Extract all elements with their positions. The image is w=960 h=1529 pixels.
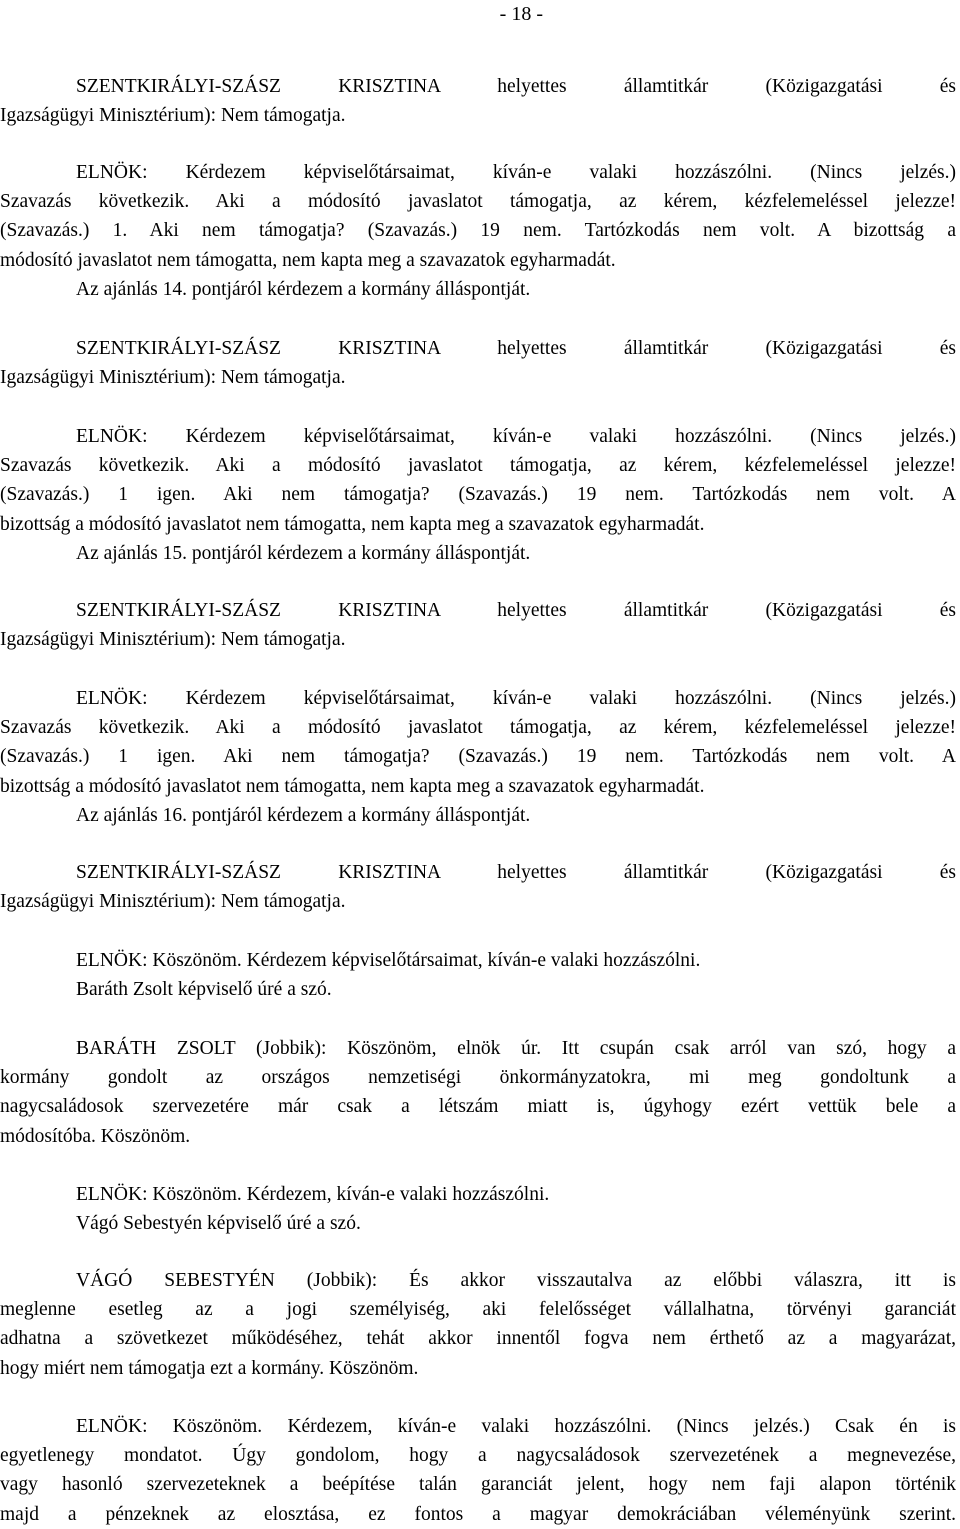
paragraph	[0, 596, 956, 654]
text-line: adhatna a szövetkezet működéséhez, tehát akkor innentől fogva nem érthető az a magyarázat,	[0, 1328, 956, 1350]
text-line: (Szavazás.) 1. Aki nem támogatja? (Szavazás.) 19 nem. Tartózkodás nem volt. A bizottság a	[0, 220, 956, 242]
text-line: majd a pénzeknek az elosztása, ez fontos a magyar demokráciában véleményünk szerint.	[0, 1503, 956, 1525]
paragraph	[0, 1266, 956, 1383]
text-line: egyetlenegy mondatot. Úgy gondolom, hogy a nagycsaládosok szervezetének a megnevezése,	[0, 1445, 956, 1467]
paragraph	[0, 1412, 956, 1529]
text-line: meglenne esetleg az a jogi személyiség, aki felelősséget vállalhatna, törvényi garanciát	[0, 1299, 956, 1321]
text-line: Igazságügyi Minisztérium): Nem támogatja.	[0, 367, 346, 389]
paragraph	[0, 158, 956, 304]
text-line: vagy hasonló szervezeteknek a beépítése talán garanciát jelent, hogy nem faji alapon történik	[0, 1474, 956, 1496]
text-line: SZENTKIRÁLYI-SZÁSZ KRISZTINA helyettes államtitkár (Közigazgatási és	[76, 76, 956, 97]
text-line: Baráth Zsolt képviselő úré a szó.	[76, 979, 332, 1001]
paragraph	[0, 858, 956, 916]
paragraph	[0, 422, 956, 568]
text-line: módosító javaslatot nem támogatta, nem kapta meg a szavazatok egyharmadát.	[0, 249, 616, 271]
text-line: (Szavazás.) 1 igen. Aki nem támogatja? (Szavazás.) 19 nem. Tartózkodás nem volt. A	[0, 746, 956, 768]
text-line: nagycsaládosok szervezetére már csak a létszám miatt is, úgyhogy ezért vettük bele a	[0, 1096, 956, 1118]
text-line: SZENTKIRÁLYI-SZÁSZ KRISZTINA helyettes államtitkár (Közigazgatási és	[76, 338, 956, 359]
text-line: ELNÖK: Köszönöm. Kérdezem képviselőtársaimat, kíván-e valaki hozzászólni.	[76, 950, 701, 971]
text-line: Szavazás következik. Aki a módosító javaslatot támogatja, az kérem, kézfelemeléssel jelezze!	[0, 717, 956, 739]
text-line: ELNÖK: Kérdezem képviselőtársaimat, kíván-e valaki hozzászólni. (Nincs jelzés.)	[76, 426, 956, 447]
text-line: bizottság a módosító javaslatot nem támogatta, nem kapta meg a szavazatok egyharmadát.	[0, 775, 705, 797]
text-line: kormány gondolt az országos nemzetiségi önkormányzatokra, mi meg gondoltunk a	[0, 1067, 956, 1089]
text-line: ELNÖK: Kérdezem képviselőtársaimat, kíván-e valaki hozzászólni. (Nincs jelzés.)	[76, 162, 956, 183]
paragraph	[0, 72, 956, 130]
text-line: Szavazás következik. Aki a módosító javaslatot támogatja, az kérem, kézfelemeléssel jelezze!	[0, 191, 956, 213]
text-line: Igazságügyi Minisztérium): Nem támogatja.	[0, 891, 346, 913]
text-line: bizottság a módosító javaslatot nem támogatta, nem kapta meg a szavazatok egyharmadát.	[0, 513, 705, 535]
paragraph	[0, 1180, 956, 1238]
text-line: Vágó Sebestyén képviselő úré a szó.	[76, 1213, 361, 1235]
text-line: Az ajánlás 14. pontjáról kérdezem a kormány álláspontját.	[76, 278, 531, 300]
text-line: hogy miért nem támogatja ezt a kormány. Köszönöm.	[0, 1357, 419, 1379]
text-line: Az ajánlás 16. pontjáról kérdezem a kormány álláspontját.	[76, 804, 531, 826]
page-number: - 18 -	[499, 3, 543, 25]
paragraph	[0, 946, 956, 1004]
text-line: módosítóba. Köszönöm.	[0, 1125, 191, 1147]
text-line: Igazságügyi Minisztérium): Nem támogatja.	[0, 105, 346, 127]
text-line: ELNÖK: Köszönöm. Kérdezem, kíván-e valaki hozzászólni. (Nincs jelzés.) Csak én is	[76, 1416, 956, 1437]
text-line: Igazságügyi Minisztérium): Nem támogatja.	[0, 629, 346, 651]
paragraph	[0, 334, 956, 392]
text-line: Szavazás következik. Aki a módosító javaslatot támogatja, az kérem, kézfelemeléssel jelezze!	[0, 455, 956, 477]
text-line: ELNÖK: Kérdezem képviselőtársaimat, kíván-e valaki hozzászólni. (Nincs jelzés.)	[76, 688, 956, 709]
text-line: VÁGÓ SEBESTYÉN (Jobbik): És akkor visszautalva az előbbi válaszra, itt is	[76, 1270, 956, 1291]
text-line: (Szavazás.) 1 igen. Aki nem támogatja? (Szavazás.) 19 nem. Tartózkodás nem volt. A	[0, 484, 956, 506]
text-line: SZENTKIRÁLYI-SZÁSZ KRISZTINA helyettes államtitkár (Közigazgatási és	[76, 600, 956, 621]
paragraph	[0, 684, 956, 830]
text-line: BARÁTH ZSOLT (Jobbik): Köszönöm, elnök úr. Itt csupán csak arról van szó, hogy a	[76, 1038, 956, 1059]
paragraph	[0, 1034, 956, 1151]
text-line: Az ajánlás 15. pontjáról kérdezem a kormány álláspontját.	[76, 542, 531, 564]
text-line: SZENTKIRÁLYI-SZÁSZ KRISZTINA helyettes államtitkár (Közigazgatási és	[76, 862, 956, 883]
text-line: ELNÖK: Köszönöm. Kérdezem, kíván-e valaki hozzászólni.	[76, 1184, 550, 1205]
